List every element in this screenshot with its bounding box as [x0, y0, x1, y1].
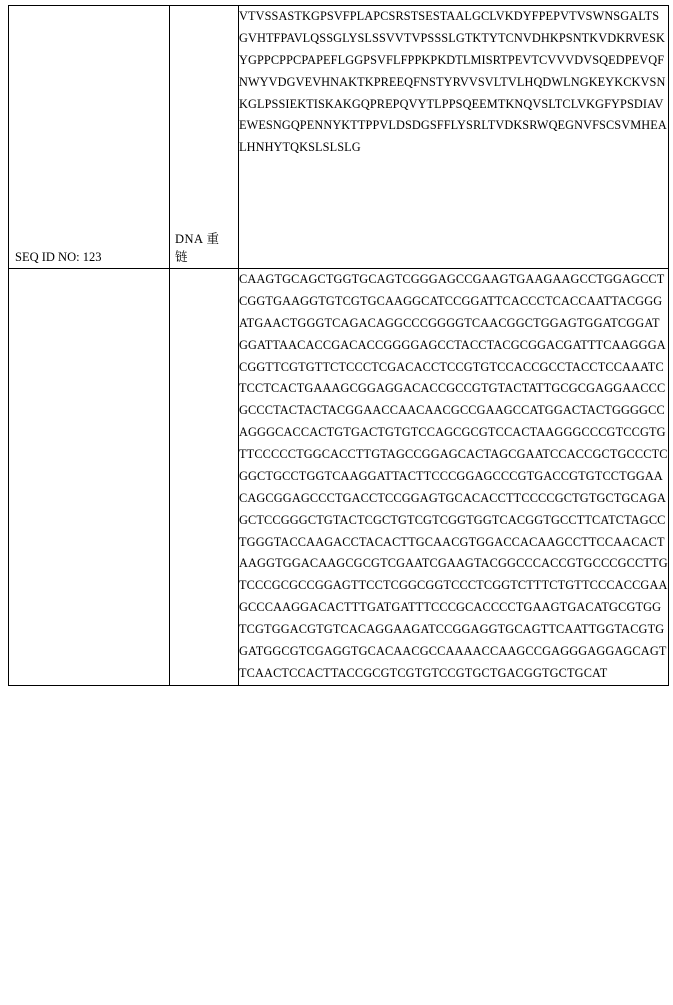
protein-sequence-text: VTVSSASTKGPSVFPLAPCSRSTSESTAALGCLVKDYFPEPVTVSWNSGALTSGVHTFPAVLQSSGLYSLSSVVTVPSSSLGTKTYTCNVDHKPSNTKVDKRVESKYGPPCPPCPAPEFLGGPSVFLFPPKPKDTLMISRTPEVTCVVVDVSQEDPEVQFNWYVDGVEVHNAKTKPREEQFNSTYRVVSVLTVLHQDWLNGKEYKCKVSNKGLPSSIEKTISKAKGQPREPQVYTLPPSQEEMTKNQVSLTCLVKGFYPSDIAVEWESNGQPENNYKTTPPVLDSDGSFFLYSRLTVDKSRWQEGNVFSCSVMHEALHNHYTQKSLSLSLG	[239, 9, 667, 155]
sequence-type-label: DNA 重链	[175, 231, 220, 264]
document-page	[0, 5, 673, 1005]
sequence-id-label: SEQ ID NO: 123	[15, 249, 102, 264]
sequence-table	[8, 5, 669, 686]
sequence-id-cell	[9, 6, 170, 269]
sequence-id-label	[9, 6, 169, 14]
sequence-id-cell	[9, 249, 170, 686]
sequence-type-cell	[170, 231, 239, 686]
table-row	[9, 269, 669, 686]
sequence-content-cell	[239, 6, 669, 269]
sequence-content-cell	[239, 269, 669, 686]
dna-sequence-text: CAAGTGCAGCTGGTGCAGTCGGGAGCCGAAGTGAAGAAGCCTGGAGCCTCGGTGAAGGTGTCGTGCAAGGCATCCGGATTCACCCTCACCAATTACGGGATGAACTGGGTCAGACAGGCCCGGGGTCAACGGCTGGAGTGGATCGGATGGATTAACACCGACACCGGGGAGCCTACCTACGCGGACGATTTCAAGGGACGGTTCGTGTTCTCCCTCGACACCTCCGTGTCCACCGCCTACCTCCAAATCTCCTCACTGAAAGCGGAGGACACCGCCGTGTACTATTGCGCGAGGAACCCGCCCTACTACTACGGAACCAACAACGCCGAAGCCATGGACTACTGGGGCCAGGGCACCACTGTGACTGTGTCCAGCGCGTCCACTAAGGGCCCGTCCGTGTTCCCCCTGGCACCTTGTAGCCGGAGCACTAGCGAATCCACCGCTGCCCTCGGCTGCCTGGTCAAGGATTACTTCCCGGAGCCCGTGACCGTGTCCTGGAACAGCGGAGCCCTGACCTCCGGAGTGCACACCTTCCCCGCTGTGCTGCAGAGCTCCGGGCTGTACTCGCTGTCGTCGGTGGTCACGGTGCCTTCATCTAGCCTGGGTACCAAGACCTACACTTGCAACGTGGACCACAAGCCTTCCAACACTAAGGTGGACAAGCGCGTCGAATCGAAGTACGGCCCACCGTGCCCGCCTTGTCCCGCGCCGGAGTTCCTCGGCGGTCCCTCGGTCTTTCTGTTCCCACCGAAGCCCAAGGACACTTTGATGATTTCCCGCACCCCTGAAGTGACATGCGTGGTCGTGGACGTGTCACAGGAAGATCCGGAGGTGCAGTTCAATTGGTACGTGGATGGCGTCGAGGTGCACAACGCCAAAACCAAGCCGAGGGAGGAGCAGTTCAACTCCACTTACCGCGTCGTGTCCGTGCTGACGGTGCTGCAT	[239, 272, 668, 680]
table-row	[9, 6, 669, 269]
